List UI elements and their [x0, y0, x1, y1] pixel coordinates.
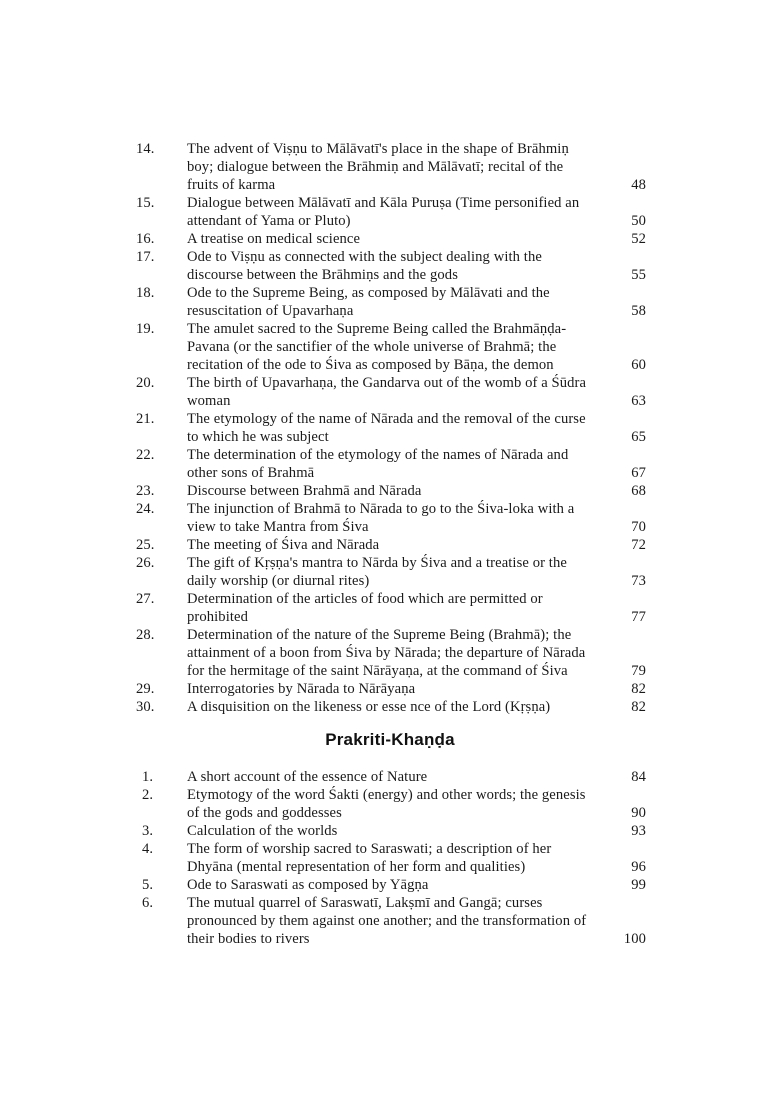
toc-entry [134, 446, 646, 482]
toc-list-section-2 [134, 768, 646, 948]
entry-page: 50 [631, 213, 646, 229]
toc-entry [134, 482, 646, 500]
entry-page: 96 [631, 859, 646, 875]
entry-title: Ode to Viṣṇu as connected with the subject dealing with the discourse between the Brāhmiṇs and the gods [187, 249, 542, 283]
entry-page: 82 [631, 681, 646, 697]
entry-title: Calculation of the worlds [187, 823, 338, 839]
entry-page: 84 [631, 769, 646, 785]
toc-entry [134, 536, 646, 554]
entry-number: 21. [136, 411, 155, 427]
toc-entry [134, 554, 646, 590]
entry-number: 23. [136, 483, 155, 499]
entry-page: 72 [631, 537, 646, 553]
entry-number: 25. [136, 537, 155, 553]
entry-page: 100 [623, 931, 646, 947]
toc-entry [134, 894, 646, 948]
entry-title: The form of worship sacred to Saraswati; a description of her Dhyāna (mental representation of her form and qualities) [187, 841, 552, 875]
entry-number: 17. [136, 249, 155, 265]
entry-page: 58 [631, 303, 646, 319]
entry-title: Ode to Saraswati as composed by Yāgṇa [187, 877, 429, 893]
entry-title: Dialogue between Mālāvatī and Kāla Puruṣa (Time personified an attendant of Yama or Pluto) [187, 195, 580, 229]
entry-number: 19. [136, 321, 155, 337]
toc-entry [134, 698, 646, 716]
entry-title: The determination of the etymology of the names of Nārada and other sons of Brahmā [187, 447, 569, 481]
entry-page: 65 [631, 429, 646, 445]
entry-title: The injunction of Brahmā to Nārada to go to the Śiva-loka with a view to take Mantra from Śiva [187, 501, 575, 535]
entry-number: 6. [142, 895, 154, 911]
toc-list-section-1 [134, 140, 646, 716]
entry-title: Etymotogy of the word Śakti (energy) and other words; the genesis of the gods and goddesses [187, 787, 586, 821]
entry-number: 22. [136, 447, 155, 463]
entry-page: 52 [631, 231, 646, 247]
toc-entry [134, 876, 646, 894]
entry-title: The meeting of Śiva and Nārada [187, 537, 380, 553]
entry-number: 14. [136, 141, 155, 157]
entry-title: Determination of the nature of the Supreme Being (Brahmā); the attainment of a boon from Śiva by Nārada; the departure of Nārada for the hermitage of the saint Nārāyaṇa, at the command of Śiva [187, 627, 586, 679]
toc-entry [134, 840, 646, 876]
entry-title: A disquisition on the likeness or esse nce of the Lord (Kṛṣṇa) [187, 699, 551, 715]
entry-page: 55 [631, 267, 646, 283]
entry-page: 73 [631, 573, 646, 589]
entry-number: 3. [142, 823, 154, 839]
entry-number: 28. [136, 627, 155, 643]
entry-title: A treatise on medical science [187, 231, 361, 247]
toc-entry [134, 140, 646, 194]
entry-page: 70 [631, 519, 646, 535]
toc-entry [134, 194, 646, 230]
toc-entry [134, 320, 646, 374]
entry-page: 82 [631, 699, 646, 715]
entry-number: 24. [136, 501, 155, 517]
entry-title: Discourse between Brahmā and Nārada [187, 483, 422, 499]
toc-entry [134, 680, 646, 698]
entry-title: The etymology of the name of Nārada and the removal of the curse to which he was subject [187, 411, 586, 445]
entry-title: The amulet sacred to the Supreme Being called the Brahmāṇḍa-Pavana (or the sanctifier of the whole universe of Brahmā; the recitation of the ode to Śiva as composed by Bāṇa, the demon [187, 321, 567, 373]
entry-number: 15. [136, 195, 155, 211]
entry-title: Determination of the articles of food which are permitted or prohibited [187, 591, 543, 625]
entry-number: 5. [142, 877, 154, 893]
entry-page: 67 [631, 465, 646, 481]
table-of-contents-page [134, 140, 646, 948]
entry-page: 68 [631, 483, 646, 499]
entry-page: 77 [631, 609, 646, 625]
entry-title: The mutual quarrel of Saraswatī, Lakṣmī and Gangā; curses pronounced by them against one another; and the transformation of their bodies to rivers [187, 895, 587, 947]
toc-entry [134, 230, 646, 248]
entry-title: The gift of Kṛṣṇa's mantra to Nārda by Śiva and a treatise or the daily worship (or diurnal rites) [187, 555, 567, 589]
entry-number: 30. [136, 699, 155, 715]
entry-number: 16. [136, 231, 155, 247]
entry-number: 1. [142, 769, 154, 785]
entry-page: 48 [631, 177, 646, 193]
toc-entry [134, 410, 646, 446]
entry-title: The birth of Upavarhaṇa, the Gandarva out of the womb of a Śūdra woman [187, 375, 587, 409]
entry-number: 2. [142, 787, 154, 803]
toc-entry [134, 374, 646, 410]
entry-title: The advent of Viṣṇu to Mālāvatī's place in the shape of Brāhmiṇ boy; dialogue between the Brāhmiṇ and Mālāvatī; recital of the fruits of karma [187, 141, 569, 193]
toc-entry [134, 822, 646, 840]
entry-number: 29. [136, 681, 155, 697]
toc-entry [134, 590, 646, 626]
toc-entry [134, 768, 646, 786]
entry-number: 20. [136, 375, 155, 391]
entry-number: 27. [136, 591, 155, 607]
entry-page: 99 [631, 877, 646, 893]
entry-page: 63 [631, 393, 646, 409]
entry-page: 60 [631, 357, 646, 373]
entry-title: Interrogatories by Nārada to Nārāyaṇa [187, 681, 416, 697]
entry-page: 79 [631, 663, 646, 679]
entry-page: 93 [631, 823, 646, 839]
entry-title: Ode to the Supreme Being, as composed by Mālāvati and the resuscitation of Upavarhaṇa [187, 285, 550, 319]
toc-entry [134, 786, 646, 822]
toc-entry [134, 284, 646, 320]
entry-page: 90 [631, 805, 646, 821]
toc-entry [134, 500, 646, 536]
entry-number: 18. [136, 285, 155, 301]
entry-title: A short account of the essence of Nature [187, 769, 428, 785]
entry-number: 26. [136, 555, 155, 571]
toc-entry [134, 626, 646, 680]
entry-number: 4. [142, 841, 154, 857]
toc-entry [134, 248, 646, 284]
section-heading: Prakriti-Khaṇḍa [325, 730, 455, 749]
